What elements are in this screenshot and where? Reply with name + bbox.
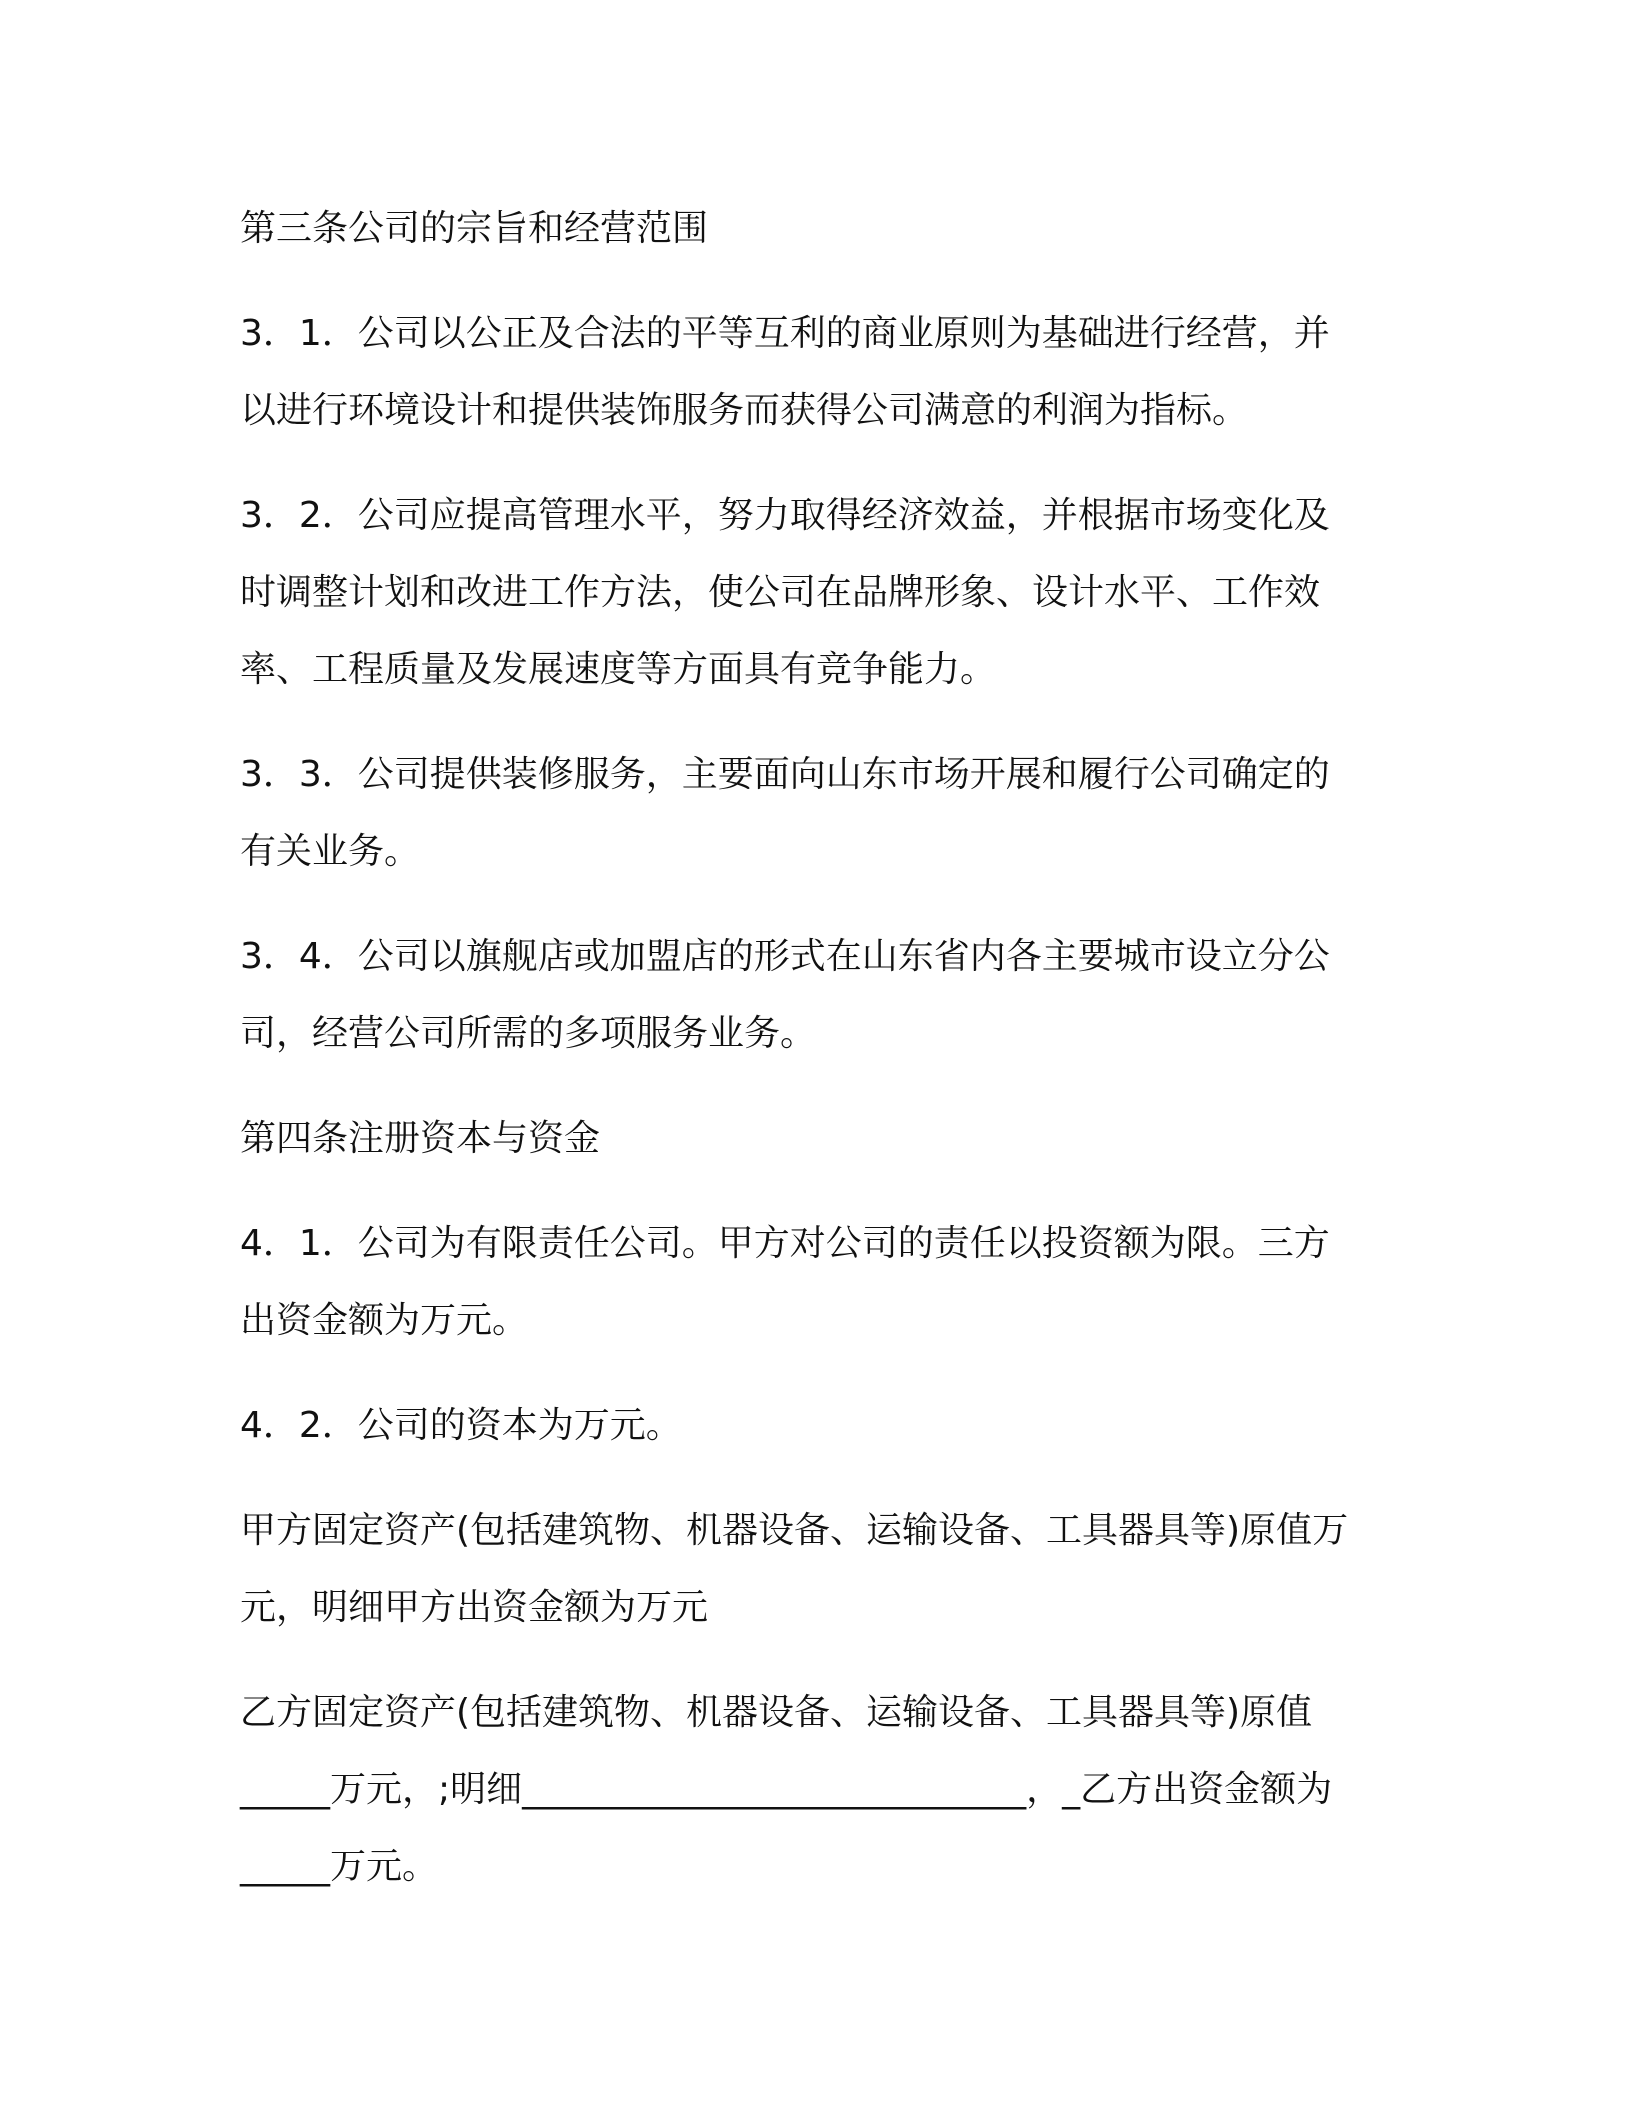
clause-4-1 bbox=[240, 1205, 1400, 1359]
clause-line: 3．2．公司应提高管理水平，努力取得经济效益，并根据市场变化及 bbox=[240, 495, 1330, 536]
clause-line: 有关业务。 bbox=[240, 831, 421, 872]
clause-line: 甲方固定资产(包括建筑物、机器设备、运输设备、工具器具等)原值万 bbox=[240, 1510, 1349, 1551]
clause-line: 3．3．公司提供装修服务，主要面向山东市场开展和履行公司确定的 bbox=[240, 754, 1330, 795]
clause-line: 4．1．公司为有限责任公司。甲方对公司的责任以投资额为限。三方 bbox=[240, 1223, 1330, 1264]
clause-line: 出资金额为万元。 bbox=[240, 1300, 529, 1341]
clause-line: 3．4．公司以旗舰店或加盟店的形式在山东省内各主要城市设立分公 bbox=[240, 936, 1330, 977]
clause-3-4 bbox=[240, 918, 1400, 1072]
clause-line: _____万元，;明细____________________________，_乙方出资金额为 bbox=[240, 1769, 1333, 1810]
clause-line: 3．1．公司以公正及合法的平等互利的商业原则为基础进行经营，并 bbox=[240, 313, 1330, 354]
clause-line: 元，明细甲方出资金额为万元 bbox=[240, 1587, 709, 1628]
section-article-3 bbox=[240, 190, 1400, 1072]
section-article-4 bbox=[240, 1100, 1400, 1905]
article-3-heading: 第三条公司的宗旨和经营范围 bbox=[240, 208, 709, 249]
party-a-assets bbox=[240, 1492, 1400, 1646]
clause-line: 司，经营公司所需的多项服务业务。 bbox=[240, 1013, 817, 1054]
clause-line: 率、工程质量及发展速度等方面具有竞争能力。 bbox=[240, 649, 997, 690]
document-page bbox=[240, 190, 1400, 1933]
clause-line: _____万元。 bbox=[240, 1846, 439, 1887]
clause-3-1 bbox=[240, 295, 1400, 449]
clause-line: 时调整计划和改进工作方法，使公司在品牌形象、设计水平、工作效 bbox=[240, 572, 1321, 613]
article-4-heading: 第四条注册资本与资金 bbox=[240, 1118, 601, 1159]
clause-3-3 bbox=[240, 736, 1400, 890]
clause-line: 以进行环境设计和提供装饰服务而获得公司满意的利润为指标。 bbox=[240, 390, 1249, 431]
clause-line: 乙方固定资产(包括建筑物、机器设备、运输设备、工具器具等)原值 bbox=[240, 1692, 1313, 1733]
clause-3-2 bbox=[240, 477, 1400, 708]
party-b-assets bbox=[240, 1674, 1400, 1905]
clause-line: 4．2．公司的资本为万元。 bbox=[240, 1405, 682, 1446]
clause-4-2 bbox=[240, 1387, 1400, 1464]
